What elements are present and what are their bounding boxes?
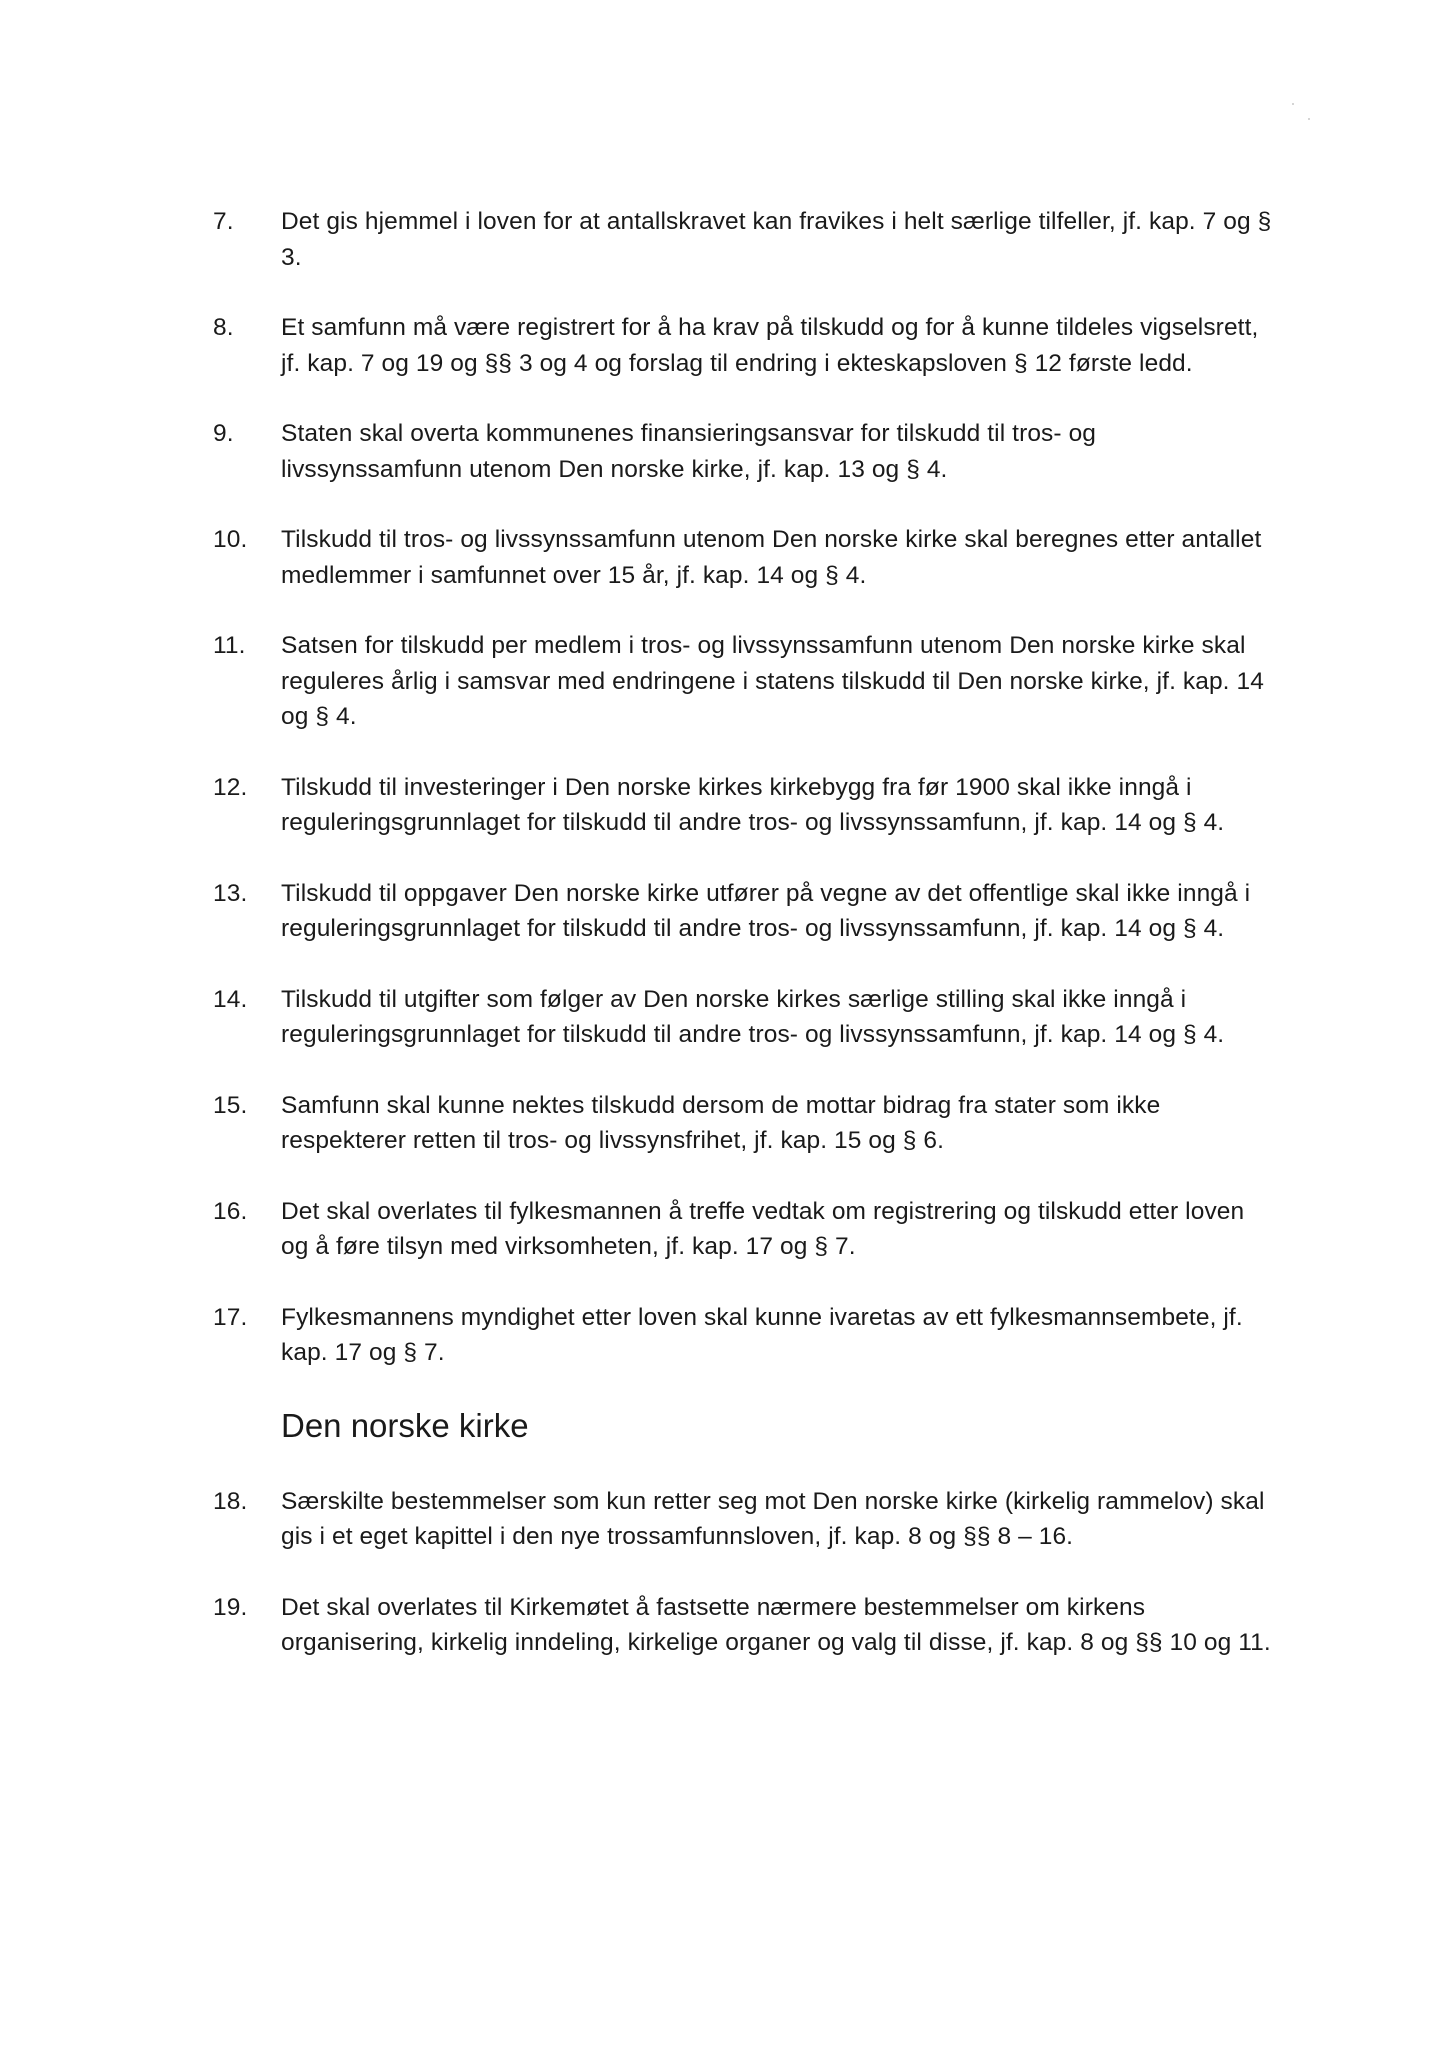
item-text: Det skal overlates til fylkesmannen å treffe vedtak om registrering og tilskudd etter loven og å føre tilsyn med virksomheten, jf. kap. 17 og § 7. [281,1197,1245,1260]
list-item [213,1590,1273,1661]
document-body [213,204,1273,1696]
item-text: Fylkesmannens myndighet etter loven skal kunne ivaretas av ett fylkesmannsembete, jf. kap. 17 og § 7. [281,1303,1243,1366]
item-number: 9. [213,420,234,447]
item-text: Det skal overlates til Kirkemøtet å fastsette nærmere bestemmelser om kirkens organisering, kirkelig inndeling, kirkelige organer og valg til disse, jf. kap. 8 og §§ 10 og 11. [281,1593,1271,1656]
list-item [213,204,1273,275]
list-item [213,1088,1273,1159]
item-number: 15. [213,1091,248,1119]
item-number: 7. [213,208,234,235]
item-number: 14. [213,985,248,1013]
list-item [213,1484,1273,1555]
list-item [213,628,1273,735]
item-number: 18. [213,1487,248,1515]
item-text: Samfunn skal kunne nektes tilskudd dersom de mottar bidrag fra stater som ikke respekterer retten til tros- og livssynsfrihet, jf. kap. 15 og § 6. [281,1091,1161,1154]
item-number: 12. [213,773,248,801]
section-heading: Den norske kirke [281,1406,529,1444]
list-item [213,770,1273,841]
item-number: 8. [213,314,234,341]
item-text: Tilskudd til investeringer i Den norske kirkes kirkebygg fra før 1900 skal ikke inngå i reguleringsgrunnlaget for tilskudd til andre tros- og livssynssamfunn, jf. kap. 14 og § 4. [281,773,1225,836]
list-item [213,1300,1273,1371]
list-item [213,982,1273,1053]
numbered-list [213,204,1273,1371]
item-number: 16. [213,1197,248,1225]
scan-speck [1308,118,1310,120]
list-item [213,1194,1273,1265]
list-item [213,310,1273,381]
item-text: Tilskudd til utgifter som følger av Den norske kirkes særlige stilling skal ikke inngå i reguleringsgrunnlaget for tilskudd til andre tros- og livssynssamfunn, jf. kap. 14 og § 4. [281,985,1225,1048]
item-number: 13. [213,879,248,907]
item-text: Særskilte bestemmelser som kun retter seg mot Den norske kirke (kirkelig rammelov) skal gis i et eget kapittel i den nye trossamfunnsloven, jf. kap. 8 og §§ 8 – 16. [281,1487,1265,1550]
scan-speck [1292,103,1294,105]
item-text: Tilskudd til tros- og livssynssamfunn utenom Den norske kirke skal beregnes etter antallet medlemmer i samfunnet over 15 år, jf. kap. 14 og § 4. [281,526,1262,589]
item-number: 10. [213,526,248,553]
item-number: 19. [213,1593,248,1621]
item-number: 17. [213,1303,248,1331]
numbered-list [213,1484,1273,1661]
item-text: Tilskudd til oppgaver Den norske kirke utfører på vegne av det offentlige skal ikke inngå i reguleringsgrunnlaget for tilskudd til andre tros- og livssynssamfunn, jf. kap. 14 og § 4. [281,879,1251,942]
item-text: Et samfunn må være registrert for å ha krav på tilskudd og for å kunne tildeles vigselsrett, jf. kap. 7 og 19 og §§ 3 og 4 og forslag til endring i ekteskapsloven § 12 første ledd. [281,314,1259,377]
item-text: Staten skal overta kommunenes finansieringsansvar for tilskudd til tros- og livssynssamfunn utenom Den norske kirke, jf. kap. 13 og § 4. [281,420,1097,483]
item-text: Satsen for tilskudd per medlem i tros- og livssynssamfunn utenom Den norske kirke skal reguleres årlig i samsvar med endringene i statens tilskudd til Den norske kirke, jf. kap. 14 og § 4. [281,632,1264,730]
item-number: 11. [213,632,246,659]
list-item [213,522,1273,593]
list-item [213,876,1273,947]
list-item [213,416,1273,487]
item-text: Det gis hjemmel i loven for at antallskravet kan fravikes i helt særlige tilfeller, jf. kap. 7 og § 3. [281,208,1272,271]
